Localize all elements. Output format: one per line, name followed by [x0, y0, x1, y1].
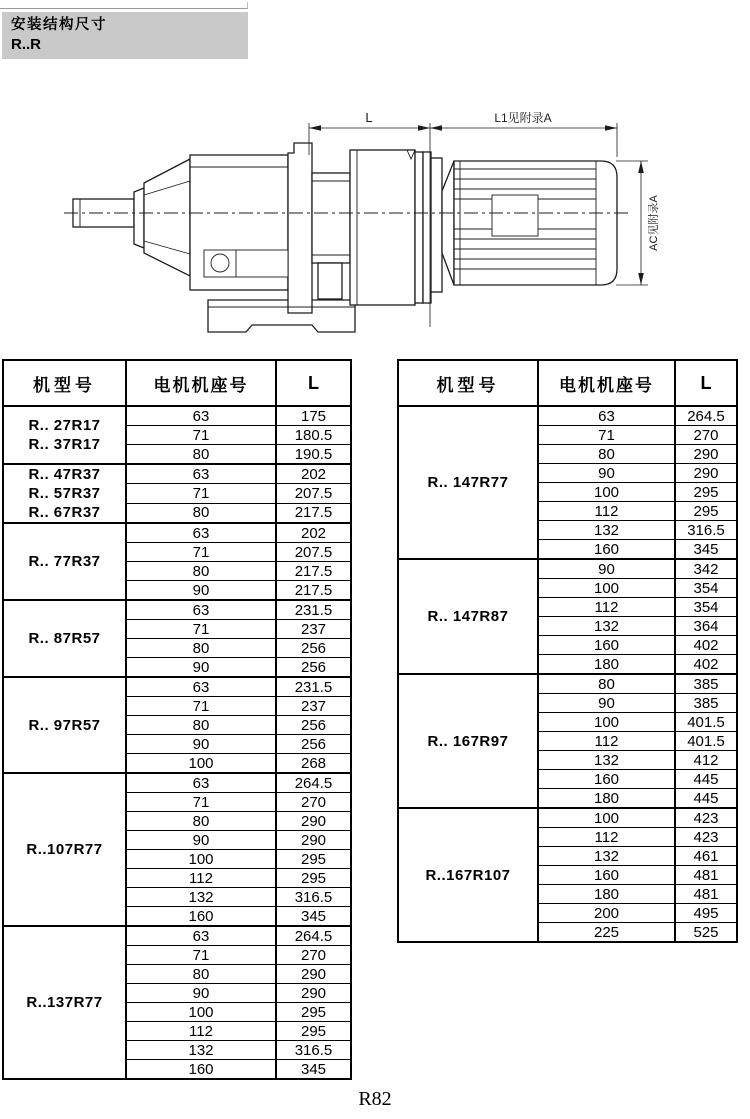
length-cell: 342 [675, 559, 737, 579]
table-row [398, 559, 737, 579]
motor-frame-cell: 180 [538, 885, 675, 904]
length-cell: 207.5 [276, 543, 351, 562]
length-cell: 402 [675, 655, 737, 675]
model-cell [3, 926, 126, 1079]
length-cell: 495 [675, 904, 737, 923]
motor-frame-cell: 71 [126, 426, 276, 445]
motor-frame-cell: 160 [126, 907, 276, 927]
length-cell: 231.5 [276, 677, 351, 697]
length-cell: 385 [675, 674, 737, 694]
motor-frame-cell: 112 [538, 828, 675, 847]
motor-frame-cell: 63 [126, 406, 276, 426]
motor-frame-cell: 71 [126, 793, 276, 812]
motor-frame-cell: 160 [538, 636, 675, 655]
length-cell: 290 [675, 445, 737, 464]
motor-frame-cell: 90 [538, 464, 675, 483]
length-cell: 345 [276, 907, 351, 927]
length-cell: 401.5 [675, 713, 737, 732]
length-cell: 290 [675, 464, 737, 483]
length-cell: 481 [675, 866, 737, 885]
motor-frame-cell: 225 [538, 923, 675, 943]
length-cell: 190.5 [276, 445, 351, 465]
model-cell [3, 773, 126, 926]
motor-frame-cell: 71 [538, 426, 675, 445]
motor-frame-cell: 90 [126, 581, 276, 601]
model-cell [3, 406, 126, 464]
column-header-l: L [675, 360, 737, 406]
flange-ring-1 [415, 152, 423, 303]
model-code: R..167R107 [425, 866, 511, 884]
length-cell: 364 [675, 617, 737, 636]
motor-bell [442, 161, 454, 285]
motor-frame-cell: 112 [538, 732, 675, 751]
motor-frame-cell: 160 [538, 540, 675, 560]
model-cell [398, 674, 538, 808]
column-header-motor-frame: 电机机座号 [126, 360, 276, 406]
length-cell: 295 [276, 1022, 351, 1041]
motor-frame-cell: 80 [538, 674, 675, 694]
length-cell: 202 [276, 464, 351, 484]
dimension-table-right [397, 359, 738, 943]
length-cell: 217.5 [276, 562, 351, 581]
page-title: 安装结构尺寸 [11, 17, 107, 33]
motor-frame-cell: 90 [126, 984, 276, 1003]
table-row [398, 808, 737, 828]
motor-frame-cell: 71 [126, 946, 276, 965]
motor-frame-cell: 112 [538, 598, 675, 617]
page-number: R82 [358, 1088, 392, 1110]
adapter-housing [350, 150, 415, 305]
length-cell: 401.5 [675, 732, 737, 751]
motor-frame-cell: 90 [538, 694, 675, 713]
motor-frame-cell: 132 [126, 888, 276, 907]
length-cell: 217.5 [276, 581, 351, 601]
length-cell: 295 [675, 483, 737, 502]
table-row [398, 406, 737, 426]
length-cell: 402 [675, 636, 737, 655]
length-cell: 237 [276, 697, 351, 716]
cutoff-top-tab [0, 2, 248, 9]
length-cell: 295 [276, 1003, 351, 1022]
mounting-flange [288, 143, 312, 313]
spacer-ring [431, 158, 442, 292]
dim-label-ac: AC见附录A [648, 195, 660, 251]
motor-frame-cell: 80 [126, 503, 276, 523]
motor-frame-cell: 160 [126, 1060, 276, 1080]
motor-frame-cell: 80 [126, 965, 276, 984]
motor-frame-cell: 100 [538, 483, 675, 502]
motor-frame-cell: 100 [126, 1003, 276, 1022]
table-row [3, 406, 351, 426]
motor-frame-cell: 180 [538, 655, 675, 675]
motor-frame-cell: 90 [126, 735, 276, 754]
table-row [3, 523, 351, 543]
length-cell: 481 [675, 885, 737, 904]
length-cell: 412 [675, 751, 737, 770]
motor-frame-cell: 132 [538, 751, 675, 770]
length-cell: 290 [276, 984, 351, 1003]
model-code: R..137R77 [26, 994, 103, 1011]
dim-label-l: L [365, 110, 373, 125]
length-cell: 290 [276, 831, 351, 850]
length-cell: 423 [675, 828, 737, 847]
column-header-model: 机型号 [3, 360, 126, 406]
model-code: R.. 37R17 [28, 436, 101, 453]
drain-boss [318, 263, 342, 299]
motor-frame-cell: 132 [538, 617, 675, 636]
page-header [2, 12, 248, 59]
machine-outline [73, 143, 617, 332]
column-header-l: L [276, 360, 351, 406]
front-cone [144, 159, 190, 276]
model-code: R.. 77R37 [28, 553, 101, 570]
connecting-neck [312, 173, 350, 263]
length-cell: 264.5 [675, 406, 737, 426]
length-cell: 270 [675, 426, 737, 445]
length-cell: 316.5 [276, 888, 351, 907]
length-cell: 445 [675, 789, 737, 809]
motor-frame-cell: 100 [538, 808, 675, 828]
dim-label-l1: L1见附录A [494, 111, 552, 125]
dimension-table-left [2, 359, 352, 1080]
model-code: R.. 167R97 [427, 732, 509, 750]
length-cell: 270 [276, 793, 351, 812]
length-cell: 256 [276, 639, 351, 658]
motor-frame-cell: 63 [126, 523, 276, 543]
motor-frame-cell: 63 [126, 464, 276, 484]
motor-frame-cell: 132 [538, 847, 675, 866]
length-cell: 237 [276, 620, 351, 639]
terminal-box [492, 195, 538, 236]
motor-frame-cell: 80 [126, 716, 276, 735]
model-code: R.. 147R87 [427, 608, 509, 625]
model-code: R.. 147R77 [427, 474, 509, 491]
motor-frame-cell: 63 [126, 600, 276, 620]
model-code: R.. 97R57 [28, 716, 101, 734]
length-cell: 207.5 [276, 484, 351, 503]
length-cell: 202 [276, 523, 351, 543]
model-cell [3, 677, 126, 773]
motor-frame-cell: 112 [126, 1022, 276, 1041]
motor-frame-cell: 100 [126, 850, 276, 869]
model-cell [3, 464, 126, 523]
motor-frame-cell: 63 [126, 926, 276, 946]
motor-frame-cell: 100 [538, 579, 675, 598]
table-row [3, 464, 351, 484]
length-cell: 217.5 [276, 503, 351, 523]
length-cell: 256 [276, 716, 351, 735]
motor-frame-cell: 80 [538, 445, 675, 464]
length-cell: 290 [276, 965, 351, 984]
motor-frame-cell: 112 [126, 869, 276, 888]
model-cell [3, 523, 126, 600]
technical-drawing [60, 95, 710, 340]
motor-frame-cell: 100 [538, 713, 675, 732]
column-header-model: 机型号 [398, 360, 538, 406]
motor-frame-cell: 160 [538, 866, 675, 885]
model-cell [398, 808, 538, 942]
motor-frame-cell: 90 [126, 831, 276, 850]
model-code: R.. 27R17 [28, 417, 101, 434]
gearmotor-side-view [60, 95, 710, 340]
oil-plug [211, 254, 229, 272]
length-cell: 445 [675, 770, 737, 789]
length-cell: 316.5 [276, 1041, 351, 1060]
gearbox-foot [208, 300, 355, 332]
length-cell: 525 [675, 923, 737, 943]
length-cell: 264.5 [276, 926, 351, 946]
length-cell: 423 [675, 808, 737, 828]
length-cell: 290 [276, 812, 351, 831]
motor-frame-cell: 63 [538, 406, 675, 426]
length-cell: 345 [675, 540, 737, 560]
length-cell: 295 [276, 869, 351, 888]
motor-frame-cell: 71 [126, 697, 276, 716]
motor-frame-cell: 63 [126, 677, 276, 697]
length-cell: 180.5 [276, 426, 351, 445]
model-code: R.. 57R37 [28, 485, 101, 502]
model-cell [3, 600, 126, 677]
motor-frame-cell: 160 [538, 770, 675, 789]
motor-frame-cell: 90 [538, 559, 675, 579]
page-model-code: R..R [11, 36, 41, 53]
model-code: R.. 67R37 [28, 504, 101, 521]
motor-frame-cell: 71 [126, 620, 276, 639]
column-header-motor-frame: 电机机座号 [538, 360, 675, 406]
model-cell [398, 406, 538, 559]
motor-frame-cell: 112 [538, 502, 675, 521]
motor-frame-cell: 80 [126, 639, 276, 658]
model-code: R.. 47R37 [28, 466, 101, 483]
length-cell: 316.5 [675, 521, 737, 540]
motor-frame-cell: 71 [126, 543, 276, 562]
length-cell: 175 [276, 406, 351, 426]
length-cell: 295 [276, 850, 351, 869]
length-cell: 268 [276, 754, 351, 774]
motor-frame-cell: 100 [126, 754, 276, 774]
motor-frame-cell: 80 [126, 445, 276, 465]
table-row [398, 674, 737, 694]
table-row [3, 600, 351, 620]
length-cell: 256 [276, 735, 351, 754]
length-cell: 264.5 [276, 773, 351, 793]
length-cell: 295 [675, 502, 737, 521]
motor-frame-cell: 132 [126, 1041, 276, 1060]
motor-frame-cell: 200 [538, 904, 675, 923]
motor-frame-cell: 80 [126, 812, 276, 831]
table-row [3, 773, 351, 793]
length-cell: 354 [675, 598, 737, 617]
motor-frame-cell: 63 [126, 773, 276, 793]
motor-frame-cell: 71 [126, 484, 276, 503]
model-cell [398, 559, 538, 674]
table-row [3, 677, 351, 697]
motor-frame-cell: 132 [538, 521, 675, 540]
length-cell: 461 [675, 847, 737, 866]
length-cell: 231.5 [276, 600, 351, 620]
length-cell: 256 [276, 658, 351, 678]
motor-frame-cell: 180 [538, 789, 675, 809]
motor-frame-cell: 80 [126, 562, 276, 581]
length-cell: 270 [276, 946, 351, 965]
length-cell: 345 [276, 1060, 351, 1080]
shaft-collar [134, 188, 144, 248]
length-cell: 385 [675, 694, 737, 713]
table-row [3, 926, 351, 946]
length-cell: 354 [675, 579, 737, 598]
model-code: R..107R77 [26, 841, 103, 858]
model-code: R.. 87R57 [28, 630, 101, 647]
motor-frame-cell: 90 [126, 658, 276, 678]
